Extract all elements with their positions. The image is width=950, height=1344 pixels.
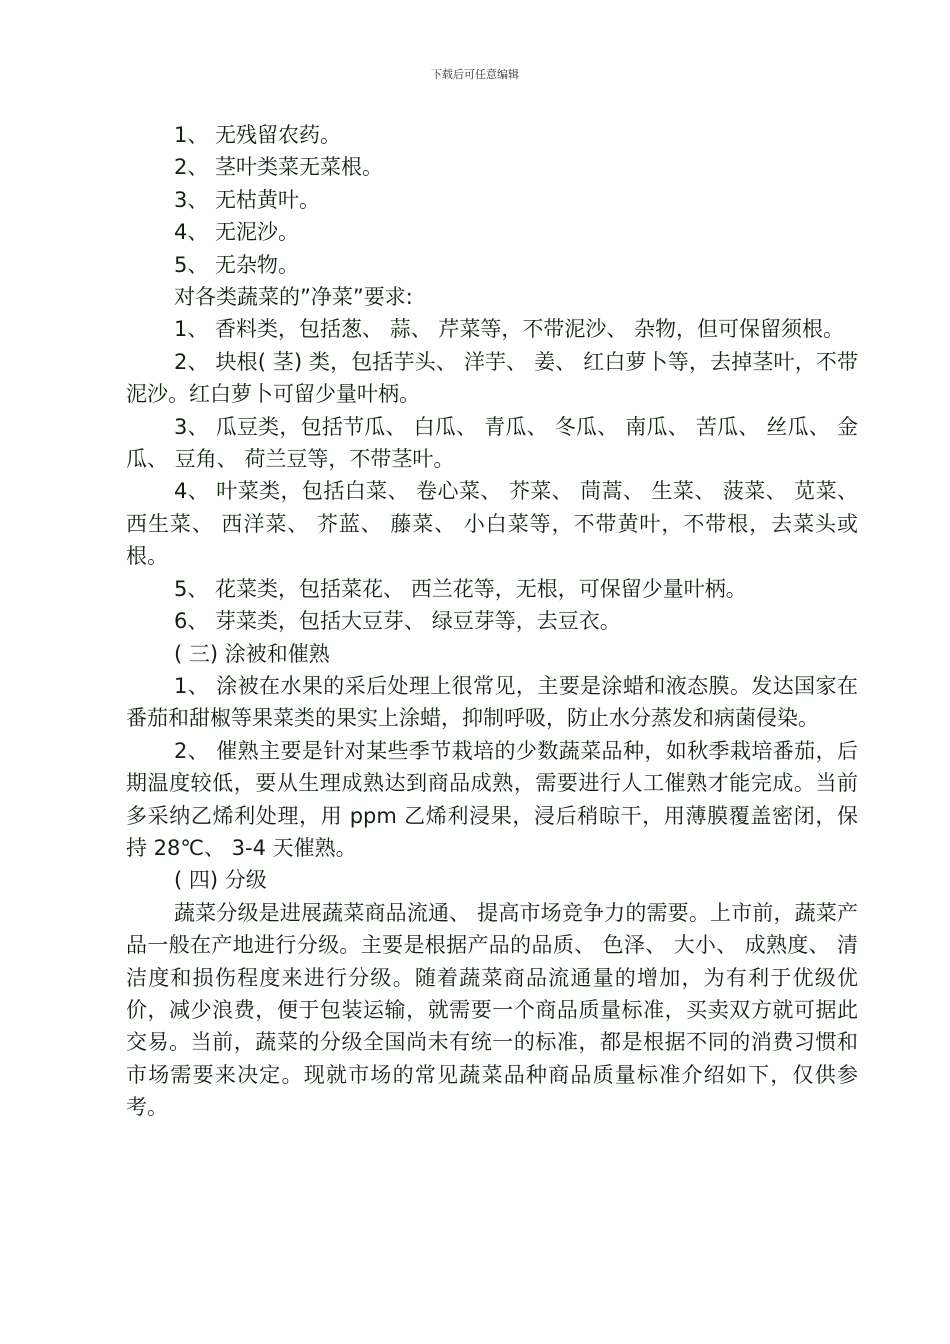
clean-vegetable-requirements-heading: 对各类蔬菜的”净菜”要求: bbox=[174, 285, 413, 310]
requirement-sprout-vegetables: 6、 芽菜类，包括大豆芽、 绿豆芽等，去豆衣。 bbox=[174, 609, 621, 634]
list-item-1: 1、 无残留农药。 bbox=[174, 123, 342, 147]
list-item-5: 5、 无杂物。 bbox=[174, 252, 300, 277]
page-header: 下载后可任意编辑 bbox=[431, 68, 519, 81]
requirement-root-vegetables: 2、 块根( 茎) 类，包括芋头、 洋芋、 姜、 红白萝卜等，去掉茎叶，不带泥沙。红白萝卜可留少量叶柄。 bbox=[126, 349, 858, 407]
requirement-spice-vegetables: 1、 香料类，包括葱、 蒜、 芹菜等，不带泥沙、 杂物，但可保留须根。 bbox=[174, 317, 845, 342]
section-heading-coating-ripening: ( 三) 涂被和催熟 bbox=[174, 641, 330, 666]
list-item-2: 2、 茎叶类菜无菜根。 bbox=[174, 155, 384, 180]
requirement-flower-vegetables: 5、 花菜类，包括菜花、 西兰花等，无根，可保留少量叶柄。 bbox=[174, 576, 747, 601]
list-item-3: 3、 无枯黄叶。 bbox=[174, 187, 321, 212]
requirement-leaf-vegetables: 4、 叶菜类，包括白菜、 卷心菜、 芥菜、 茼蒿、 生菜、 菠菜、 苋菜、 西生菜、 西洋菜、 芥蓝、 藤菜、 小白菜等，不带黄叶，不带根，去菜头或根。 bbox=[126, 479, 858, 569]
paragraph-grading: 蔬菜分级是进展蔬菜商品流通、 提高市场竞争力的需要。上市前，蔬菜产品一般在产地进行分级。主要是根据产品的品质、 色泽、 大小、 成熟度、 清洁度和损伤程度来进行分级。随着蔬菜商品流通量的增加，为有利于优级优价，减少浪费，便于包装运输，就需要一个商品质量标准，买卖双方就可据此交易。当前，蔬菜的分级全国尚未有统一的标准，都是根据不同的消费习惯和市场需要来决定。现就市场的常见蔬菜品种商品质量标准介绍如下，仅供参考。 bbox=[126, 900, 858, 1120]
paragraph-ripening: 2、 催熟主要是针对某些季节栽培的少数蔬菜品种，如秋季栽培番茄，后期温度较低，要从生理成熟达到商品成熟，需要进行人工催熟才能完成。当前多采纳乙烯利处理，用 ppm 乙烯利浸果，浸后稍晾干，用薄膜覆盖密闭，保持 28℃、 3-4 天催熟。 bbox=[126, 738, 858, 860]
list-item-4: 4、 无泥沙。 bbox=[174, 220, 300, 245]
document-body bbox=[126, 119, 858, 1124]
requirement-melon-bean-vegetables: 3、 瓜豆类，包括节瓜、 白瓜、 青瓜、 冬瓜、 南瓜、 苦瓜、 丝瓜、 金瓜、 豆角、 荷兰豆等，不带茎叶。 bbox=[126, 414, 858, 472]
section-heading-grading: ( 四) 分级 bbox=[174, 868, 267, 893]
paragraph-coating: 1、 涂被在水果的采后处理上很常见，主要是涂蜡和液态膜。发达国家在番茄和甜椒等果菜类的果实上涂蜡，抑制呼吸，防止水分蒸发和病菌侵染。 bbox=[126, 673, 858, 731]
